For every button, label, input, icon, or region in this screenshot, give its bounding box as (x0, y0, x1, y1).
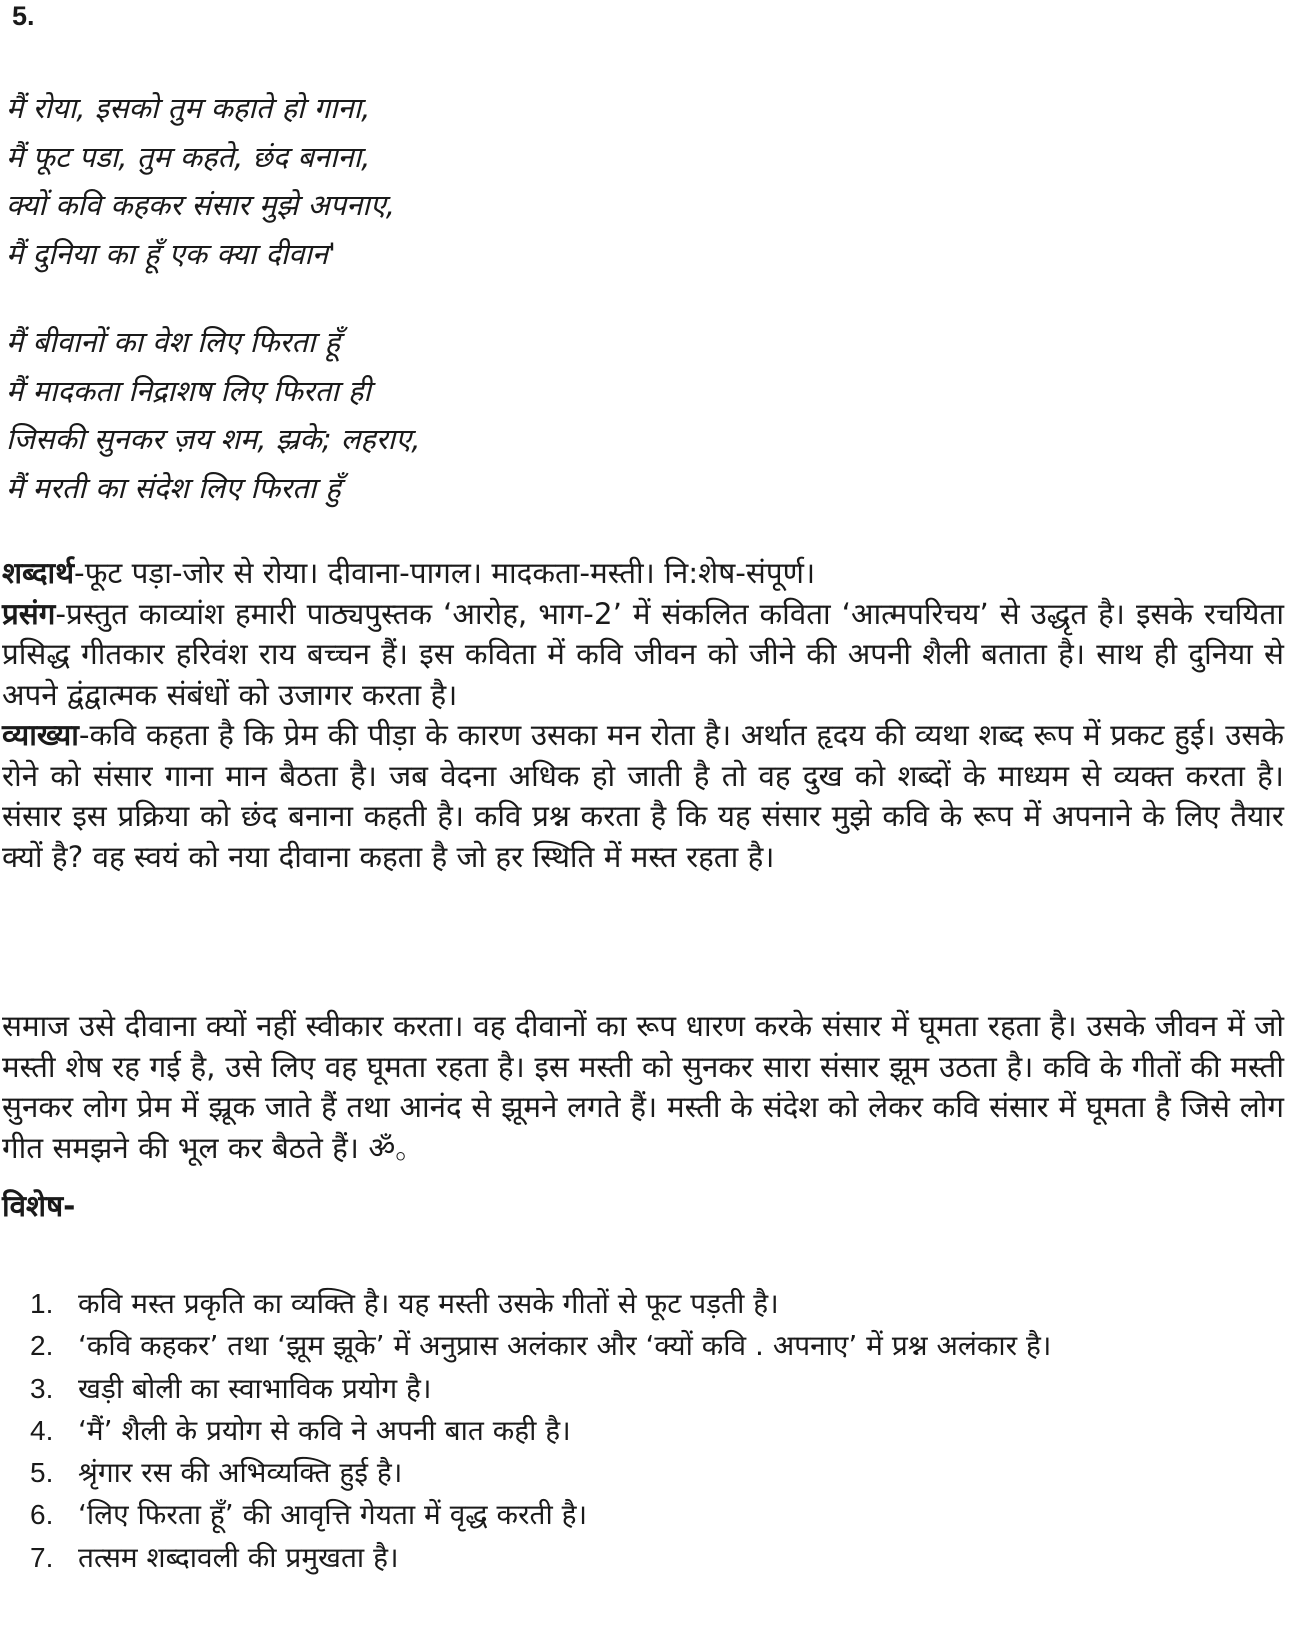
vishesh-heading: विशेष- (2, 1189, 76, 1223)
list-item-text: श्रृंगार रस की अभिव्यक्ति हुई है। (78, 1456, 403, 1490)
shabdarth-label: शब्दार्थ (2, 556, 75, 590)
prasang-paragraph (2, 594, 1284, 716)
poem-stanza-2 (6, 318, 420, 512)
list-item (30, 1283, 1051, 1325)
list-item-text: ‘मैं’ शैली के प्रयोग से कवि ने अपनी बात कही है। (78, 1413, 571, 1447)
poem-line: जिसकी सुनकर ज़य शम, झ्रके; लहराए, (6, 422, 421, 456)
poem-line: मैं रोया, इसको तुम कहाते हो गाना, (6, 91, 371, 125)
list-item-number: 3. (30, 1372, 54, 1404)
list-item-number: 2. (30, 1330, 54, 1362)
list-item (30, 1452, 1051, 1494)
poem-line: मैं मरती का संदेश लिए फिरता हुँ (6, 470, 341, 505)
vyakhya-text: -कवि कहता है कि प्रेम की पीड़ा के कारण उसका मन रोता है। अर्थात हृदय की व्यथा शब्द रूप में प्रकट हुई। उसके रोने को संसार गाना मान बैठता है। जब वेदना अधिक हो जाती है तो वह दुख को शब्दों के माध्यम से व्यक्त करता है। संसार इस प्रक्रिया को छंद बनाना कहती है। कवि प्रश्न करता है कि यह संसार मुझे कवि के रूप में अपनाने के लिए तैयार क्यों है? वह स्वयं को नया दीवाना कहता है जो हर स्थिति में मस्त रहता है। (2, 718, 1284, 874)
shabdarth-paragraph (2, 553, 1284, 594)
poem-line: मैं दुनिया का हूँ एक क्या दीवान' (6, 236, 336, 271)
list-item-number: 1. (30, 1288, 54, 1319)
list-item-number: 7. (30, 1541, 54, 1573)
list-item (30, 1325, 1051, 1367)
vyakhya-paragraph (2, 715, 1284, 877)
list-item-number: 5. (30, 1457, 54, 1489)
list-item-number: 4. (30, 1414, 54, 1446)
list-item (30, 1410, 1051, 1452)
list-item (30, 1537, 1051, 1579)
list-item-number: 6. (30, 1499, 54, 1531)
vyakhya-continuation: समाज उसे दीवाना क्यों नहीं स्वीकार करता। वह दीवानों का रूप धारण करके संसार में घूमता रहता है। उसके जीवन में जो मस्ती शेष रह गई है, उसे लिए वह घूमता रहता है। इस मस्ती को सुनकर सारा संसार झूम उठता है। कवि के गीतों की मस्ती सुनकर लोग प्रेम में झ्रूक जाते हैं तथा आनंद से झूमने लगते हैं। मस्ती के संदेश को लेकर कवि संसार में घूमता है जिसे लोग गीत समझने की भूल कर बैठते हैं। ॐ。 (2, 1009, 1284, 1165)
vishesh-list (30, 1283, 1051, 1579)
list-item-text: ‘लिए फिरता हूँ’ की आवृत्ति गेयता में वृद्ध करती है। (78, 1498, 588, 1532)
explanation-block (2, 553, 1284, 877)
vyakhya-label: व्याख्या (2, 718, 79, 752)
list-item (30, 1494, 1051, 1536)
list-item-text: कवि मस्त प्रकृति का व्यक्ति है। यह मस्ती उसके गीतों से फूट पड़ती है। (78, 1287, 779, 1320)
poem-stanza-1 (6, 84, 395, 278)
list-item-text: ‘कवि कहकर’ तथा ‘झूम झूके’ में अनुप्रास अलंकार और ‘क्यों कवि . अपनाए’ में प्रश्न अलंकार है। (78, 1329, 1052, 1363)
list-item-text: खड़ी बोली का स्वाभाविक प्रयोग है। (78, 1371, 432, 1405)
poem-line: मैं फूट पडा, तुम कहते, छंद बनाना, (6, 139, 371, 174)
poem-line: क्यों कवि कहकर संसार मुझे अपनाए, (6, 188, 395, 222)
question-number: 5. (12, 1, 35, 31)
prasang-text: -प्रस्तुत काव्यांश हमारी पाठ्यपुस्तक ‘आरोह, भाग-2’ में संकलित कविता ‘आत्मपरिचय’ से उद्धृत है। इसके रचयिता प्रसिद्ध गीतकार हरिवंश राय बच्चन हैं। इस कविता में कवि जीवन को जीने की अपनी शैली बताता है। साथ ही दुनिया से अपने द्वंद्वात्मक संबंधों को उजागर करता है। (2, 596, 1284, 712)
poem-line: मैं बीवानों का वेश लिए फिरता हूँ (6, 325, 340, 359)
poem-line: मैं मादकता निद्राशष लिए फिरता ही (6, 373, 371, 408)
list-item (30, 1368, 1051, 1410)
list-item-text: तत्सम शब्दावली की प्रमुखता है। (78, 1540, 399, 1574)
shabdarth-text: -फूट पड़ा-जोर से रोया। दीवाना-पागल। मादकता-मस्ती। नि:शेष-संपूर्ण। (74, 556, 816, 590)
prasang-label: प्रसंग (2, 596, 56, 631)
